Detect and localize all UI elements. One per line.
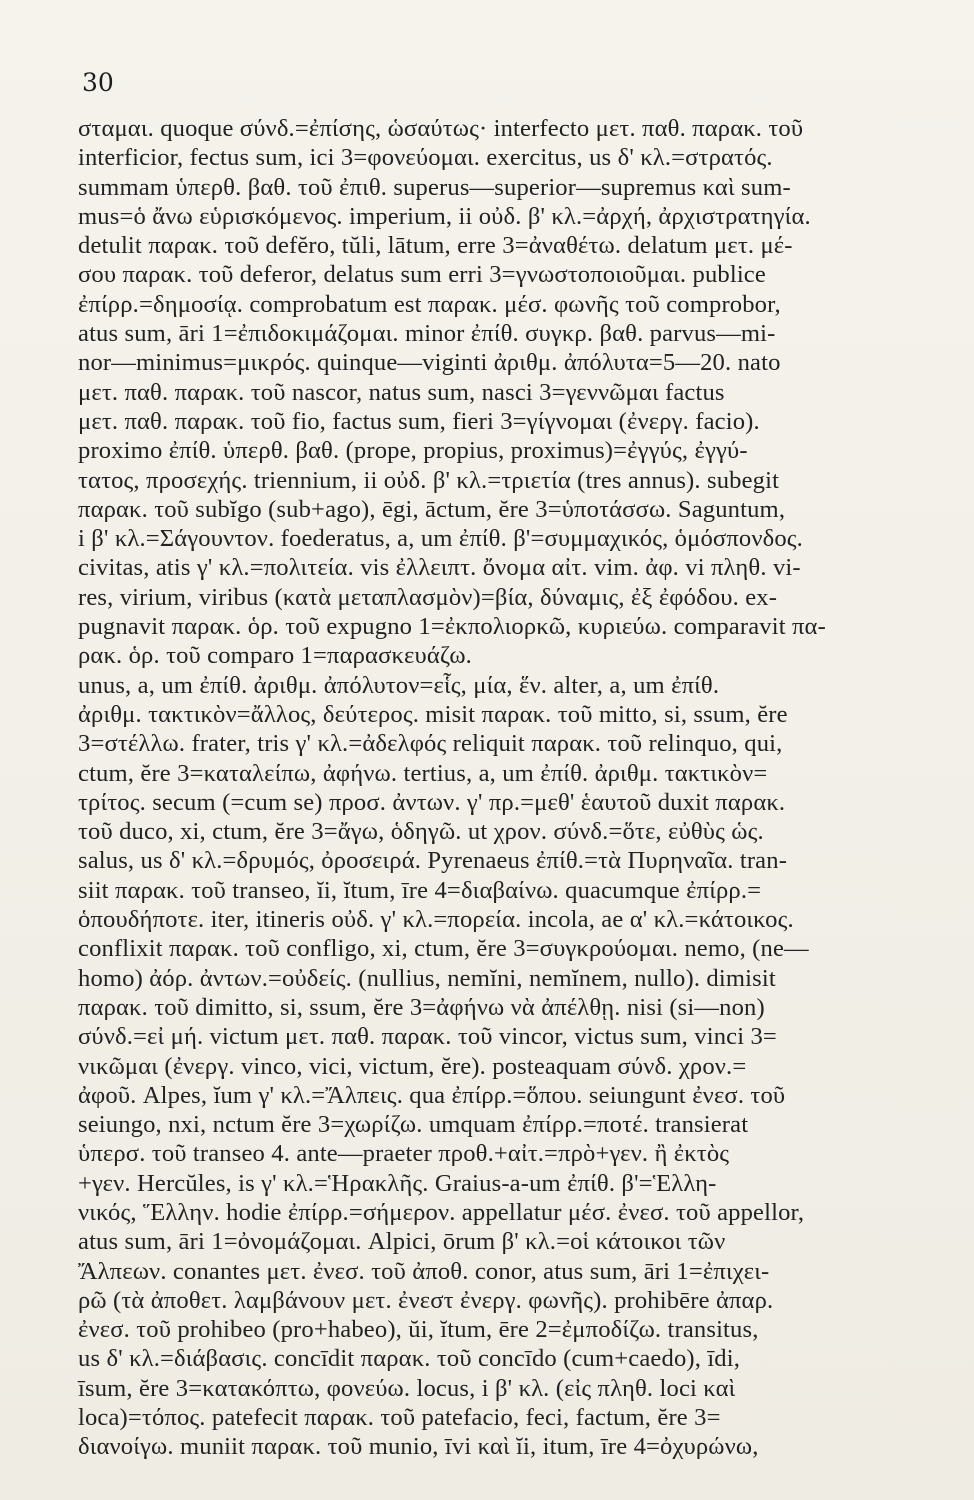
text-line: salus, us δ' κλ.=δρυμός, ὀροσειρά. Pyrenaeus ἐπίθ.=τὰ Πυρηναῖα. tran- [78, 847, 788, 875]
text-line: i β' κλ.=Σάγουντον. foederatus, a, um ἐπίθ. β'=συμμαχικός, ὁμόσπονδος. [78, 525, 803, 553]
text-line: διανοίγω. muniit παρακ. τοῦ munio, īvi καὶ ĭi, itum, īre 4=ὀχυρώνω, [78, 1433, 759, 1461]
text-line: ἐνεσ. τοῦ prohibeo (pro+habeo), ŭi, ĭtum, ēre 2=ἐμποδίζω. transitus, [78, 1316, 759, 1344]
text-line: atus sum, āri 1=ἐπιδοκιμάζομαι. minor ἐπίθ. συγκρ. βαθ. parvus—mi- [78, 320, 776, 348]
glossary-text [78, 114, 932, 1462]
text-line: proximo ἐπίθ. ὑπερθ. βαθ. (prope, propius, proximus)=ἐγγύς, ἐγγύ- [78, 437, 748, 465]
text-line: īsum, ĕre 3=κατακόπτω, φονεύω. locus, i β' κλ. (εἰς πληθ. loci καὶ [78, 1374, 736, 1402]
text-line: τρίτος. secum (=cum se) προσ. ἀντων. γ' πρ.=μεθ' ἑαυτοῦ duxit παρακ. [78, 788, 786, 816]
text-line: Ἄλπεων. conantes μετ. ἐνεσ. τοῦ ἀποθ. conor, atus sum, āri 1=ἐπιχει- [78, 1257, 770, 1285]
text-line: civitas, atis γ' κλ.=πολιτεία. vis ἐλλειπτ. ὄνομα αἰτ. vim. ἀφ. vi πληθ. vi- [78, 554, 801, 582]
text-line: νικῶμαι (ἐνεργ. vinco, vici, victum, ĕre). posteaquam σύνδ. χρον.= [78, 1052, 747, 1080]
text-line: +γεν. Hercŭles, is γ' κλ.=Ἡρακλῆς. Graius-a-um ἐπίθ. β'=Ἑλλη- [78, 1169, 717, 1197]
text-line: μετ. παθ. παρακ. τοῦ fio, factus sum, fieri 3=γίγνομαι (ἐνεργ. facio). [78, 407, 760, 435]
text-line: σου παρακ. τοῦ deferor, delatus sum erri 3=γνωστοποιοῦμαι. publice [78, 261, 766, 289]
text-line: summam ὑπερθ. βαθ. τοῦ ἐπιθ. superus—superior—supremus καὶ sum- [78, 173, 791, 201]
text-line: ctum, ĕre 3=καταλείπω, ἀφήνω. tertius, a, um ἐπίθ. ἀριθμ. τακτικὸν= [78, 759, 768, 787]
page-number: 30 [82, 68, 114, 97]
text-line: nor—minimus=μικρός. quinque—viginti ἀριθμ. ἀπόλυτα=5—20. nato [78, 349, 781, 377]
text-line: unus, a, um ἐπίθ. ἀριθμ. ἀπόλυτον=εἷς, μία, ἕν. alter, a, um ἐπίθ. [78, 671, 720, 699]
text-line: homo) ἀόρ. ἀντων.=οὐδείς. (nullius, nemĭni, nemĭnem, nullo). dimisit [78, 964, 776, 992]
text-line: siit παρακ. τοῦ transeo, ĭi, ĭtum, īre 4=διαβαίνω. quacumque ἐπίρρ.= [78, 876, 762, 904]
text-line: seiungo, nxi, nctum ĕre 3=χωρίζω. umquam ἐπίρρ.=ποτέ. transierat [78, 1111, 749, 1139]
text-line: ὑπερσ. τοῦ transeo 4. ante—praeter προθ.+αἰτ.=πρὸ+γεν. ἢ ἐκτὸς [78, 1140, 730, 1168]
text-line: ὁπουδήποτε. iter, itineris οὐδ. γ' κλ.=πορεία. incola, ae α' κλ.=κάτοικος. [78, 906, 794, 934]
text-line: 3=στέλλω. frater, tris γ' κλ.=ἀδελφός reliquit παρακ. τοῦ relinquo, qui, [78, 730, 783, 758]
text-line: ρῶ (τὰ ἀποθετ. λαμβάνουν μετ. ἐνεστ ἐνεργ. φωνῆς). prohibēre ἀπαρ. [78, 1286, 774, 1314]
text-line: σταμαι. quoque σύνδ.=ἐπίσης, ὡσαύτως· interfecto μετ. παθ. παρακ. τοῦ [78, 115, 804, 142]
text-line: τοῦ duco, xi, ctum, ĕre 3=ἄγω, ὁδηγῶ. ut χρον. σύνδ.=ὅτε, εὐθὺς ὡς. [78, 818, 764, 846]
text-line: ἐπίρρ.=δημοσίᾳ. comprobatum est παρακ. μέσ. φωνῆς τοῦ comprobor, [78, 290, 781, 318]
text-line: pugnavit παρακ. ὁρ. τοῦ expugno 1=ἐκπολιορκῶ, κυριεύω. comparavit πα- [78, 613, 826, 641]
text-line: interficior, fectus sum, ici 3=φονεύομαι. exercitus, us δ' κλ.=στρατός. [78, 144, 773, 172]
text-line: atus sum, āri 1=ὀνομάζομαι. Alpici, ōrum β' κλ.=οἱ κάτοικοι τῶν [78, 1228, 726, 1256]
text-line: us δ' κλ.=διάβασις. concīdit παρακ. τοῦ concīdo (cum+caedo), īdi, [78, 1345, 741, 1373]
text-line: παρακ. τοῦ dimitto, si, ssum, ĕre 3=ἀφήνω νὰ ἀπέλθῃ. nisi (si—non) [78, 993, 765, 1021]
text-line: ἀριθμ. τακτικὸν=ἄλλος, δεύτερος. misit παρακ. τοῦ mitto, si, ssum, ĕre [78, 700, 788, 728]
text-line: res, virium, viribus (κατὰ μεταπλασμὸν)=βία, δύναμις, ἐξ ἐφόδου. ex- [78, 583, 778, 611]
text-line: σύνδ.=εἰ μή. victum μετ. παθ. παρακ. τοῦ vincor, victus sum, vinci 3= [78, 1023, 777, 1051]
text-line: loca)=τόπος. patefecit παρακ. τοῦ patefacio, feci, factum, ĕre 3= [78, 1404, 721, 1432]
text-line: παρακ. τοῦ subĭgo (sub+ago), ēgi, āctum, ĕre 3=ὑποτάσσω. Saguntum, [78, 495, 786, 523]
text-line: mus=ὁ ἄνω εὑρισκόμενος. imperium, ii οὐδ. β' κλ.=ἀρχή, ἀρχιστρατηγία. [78, 202, 811, 230]
text-line: detulit παρακ. τοῦ defĕro, tŭli, lātum, erre 3=ἀναθέτω. delatum μετ. μέ- [78, 232, 793, 260]
text-line: νικός, Ἕλλην. hodie ἐπίρρ.=σήμερον. appellatur μέσ. ἐνεσ. τοῦ appellor, [78, 1198, 805, 1226]
text-line: μετ. παθ. παρακ. τοῦ nascor, natus sum, nasci 3=γεννῶμαι factus [78, 378, 725, 406]
text-line: ρακ. ὁρ. τοῦ comparo 1=παρασκευάζω. [78, 642, 472, 670]
text-line: ἀφοῦ. Alpes, ĭum γ' κλ.=Ἄλπεις. qua ἐπίρρ.=ὅπου. seiungunt ἐνεσ. τοῦ [78, 1081, 786, 1109]
text-line: conflixit παρακ. τοῦ confligo, xi, ctum, ĕre 3=συγκρούομαι. nemo, (ne— [78, 935, 809, 963]
text-line: τατος, προσεχής. triennium, ii οὐδ. β' κλ.=τριετία (tres annus). subegit [78, 466, 780, 494]
